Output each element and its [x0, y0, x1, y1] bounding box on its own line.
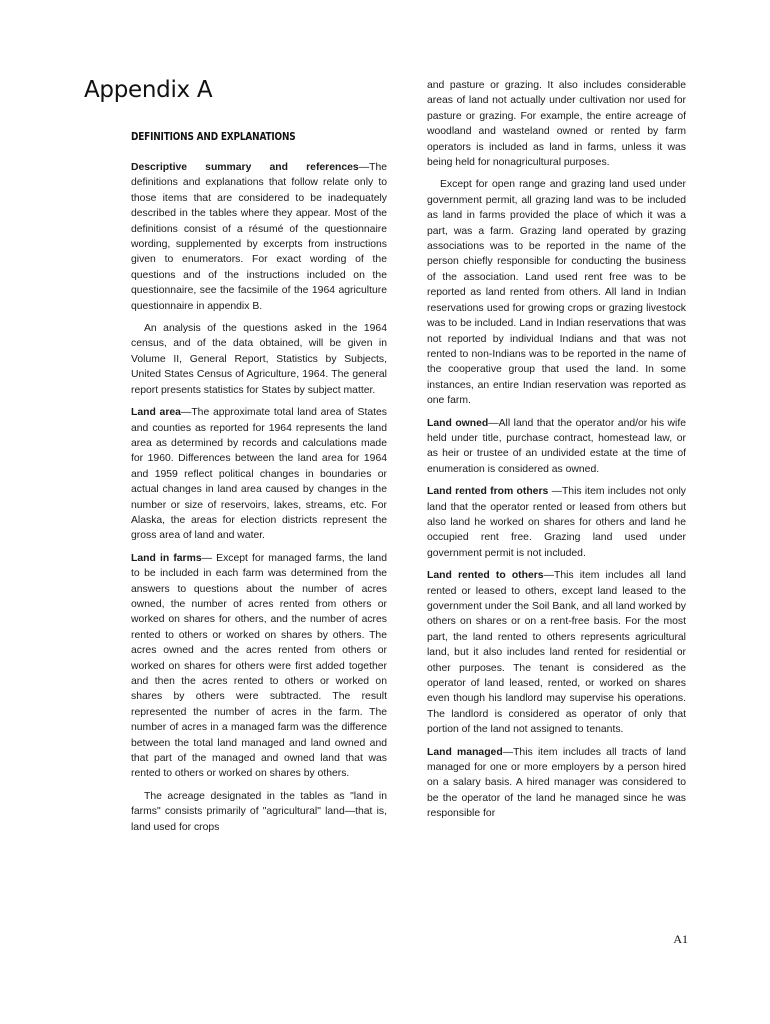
paragraph: [427, 177, 686, 408]
definition-text: —All land that the operator and/or his wife held under title, purchase contract, homestead law, or as heir or trustee of an undivided estate at the time of enumeration is considered as owned.: [427, 417, 687, 475]
definition-text: —This item includes not only land that the operator rented or leased from others but also land he worked on shares for others and land he occupied rent free. Grazing land used under government permit is not included.: [427, 486, 686, 559]
left-column: [131, 160, 387, 842]
definition-term: Land in farms: [131, 552, 202, 564]
paragraph: [427, 484, 686, 561]
paragraph: [131, 160, 387, 314]
definition-term: Land owned: [427, 417, 489, 429]
paragraph: [131, 321, 387, 398]
definition-text: — Except for managed farms, the land to be included in each farm was determined from the answers to questions about the number of acres owned, the number of acres rented from others or worked on shares for others, and the number of acres rented to others or worked on shares by others. The acres owned and the acres rented from others or worked on shares for others were first added together and then the acres rented to others or worked on shares by others were subtracted. The result represented the number of acres in the farm. The number of acres in a managed farm was the difference between the total land managed and land owned and that part of the managed and owned land that was rented to others or worked on shares by others.: [131, 552, 387, 780]
right-column: [427, 78, 686, 829]
definition-term: Land managed: [427, 746, 503, 758]
definition-term: Land rented from others: [427, 486, 549, 498]
paragraph-text: An analysis of the questions asked in the 1964 census, and of the data obtained, will be given in Volume II, General Report, Statistics by Subjects, United States Census of Agriculture, 1964. The general report presents statistics for States by subject matter.: [131, 323, 387, 396]
page-number: A1: [673, 932, 688, 946]
paragraph: [131, 551, 387, 782]
definition-text: —The approximate total land area of States and counties as reported for 1964 represents the land area as determined by records and calculations made for 1960. Differences between the land area for 1964 and 1959 reflect political changes in boundaries or actual changes in land area caused by changes in the number or size of reservoirs, lakes, streams, etc. For Alaska, the areas for election districts represent the gross area of land and water.: [131, 407, 387, 542]
paragraph: [131, 789, 387, 835]
appendix-title: Appendix A: [84, 77, 213, 103]
paragraph-text: Except for open range and grazing land used under government permit, all grazing land was to be included as land in farms provided the place of which it was a part, was a farm. Grazing land operated by grazing associations was to be reported in the name of the person chiefly responsible for conducting the business of the association. Land used rent free was to be reported as land rented from others. All land in Indian reservations used for growing crops or grazing livestock was to be included. Land in Indian reservations that was not reported by individual Indians and that was not rented to non-Indians was to be reported in the name of the cooperative group that used the land. In some instances, an entire Indian reservation was reported as one farm.: [427, 179, 686, 407]
definition-text: —This item includes all land rented or leased to others, except land leased to the government under the Soil Bank, and all land worked by others on shares or on a rent-free basis. For the most part, the land rented to others represents agricultural land, but it also includes land rented for residential or other purposes. The tenant is considered as the operator of land leased, rented, or worked on shares even though his landlord may supervise his operations. The landlord is considered as operator of only that portion of the land not assigned to tenants.: [427, 570, 686, 736]
definition-term: Descriptive summary and references: [131, 162, 359, 173]
paragraph: [427, 568, 686, 737]
paragraph: [131, 405, 387, 544]
paragraph: [427, 78, 686, 170]
section-heading: DEFINITIONS AND EXPLANATIONS: [131, 131, 296, 143]
paragraph-text: and pasture or grazing. It also includes considerable areas of land not actually under cultivation nor used for pasture or grazing. For example, the entire acreage of woodland and wasteland owned or rented by farm operators is included as land in farms, unless it was being held for nonagricultural purposes.: [427, 80, 686, 169]
definition-term: Land rented to others: [427, 570, 544, 582]
definition-term: Land area: [131, 407, 181, 419]
definition-text: —The definitions and explanations that follow relate only to those items that are considered to be inadequately described in the tables where they appear. Most of the definitions consist of a résumé of the questionnaire wording, supplemented by excerpts from instructions given to enumerators. For exact wording of the questions and of the instructions included on the questionnaire, see the facsimile of the 1964 agriculture questionnaire in appendix B.: [131, 162, 387, 312]
paragraph-text: The acreage designated in the tables as "land in farms" consists primarily of "agricultural" land—that is, land used for crops: [131, 790, 387, 833]
definition-text: —This item includes all tracts of land managed for one or more employers by a person hired on a salary basis. A hired manager was considered to be the operator of the land he managed since he was responsible for: [427, 746, 687, 820]
paragraph: [427, 416, 686, 478]
paragraph: [427, 745, 686, 822]
